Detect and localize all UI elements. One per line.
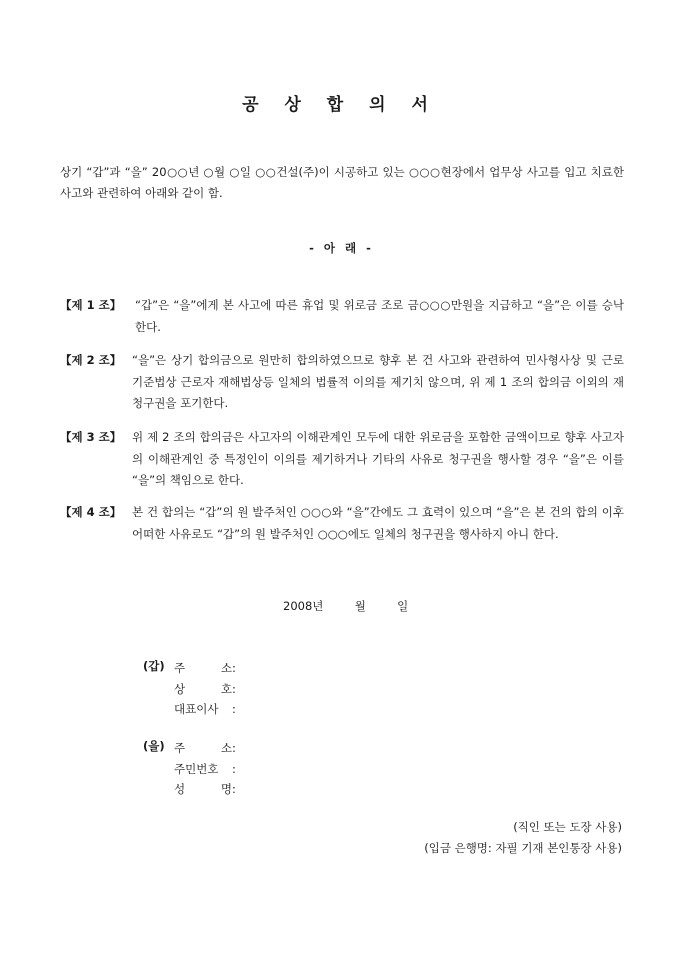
- date-line: [283, 598, 408, 614]
- field-label-company: 상 호: [174, 681, 232, 696]
- date-year: 2008년: [283, 599, 324, 613]
- field-colon: :: [232, 761, 236, 776]
- clause-label: 【제 3 조】: [60, 430, 122, 444]
- clause-text: 위 제 2 조의 합의금은 사고자의 이해관계인 모두에 대한 위로금을 포함한 금액이므로 향후 사고자의 이해관계인 중 특정인이 이의를 제기하거나 기타의 사유로 청구권을 행사할 경우 “을”은 이를 “을”의 책임으로 한다.: [132, 430, 624, 487]
- field-colon: :: [232, 681, 236, 696]
- clause-label: 【제 1 조】: [60, 298, 122, 312]
- field-label-ceo: 대표이사: [174, 702, 219, 716]
- seal-note: (직인 또는 도장 사용): [513, 820, 622, 834]
- field-label-address: 주 소: [174, 741, 232, 755]
- field-colon: :: [232, 661, 236, 675]
- field-colon: :: [232, 741, 236, 755]
- date-month: 월: [354, 599, 366, 613]
- party-b-label: (을): [143, 739, 165, 753]
- clause-text: “을”은 상기 합의금으로 원만히 합의하였으므로 향후 본 건 사고와 관련하여 민사형사상 및 근로 기준법상 근로자 재해법상등 일체의 법률적 이의를 제기치 않으며, 위 제 1 조의 합의금 이외의 재청구권을 포기한다.: [132, 353, 624, 410]
- party-a-label: (갑): [143, 659, 165, 673]
- field-label-resident-number: 주민번호: [174, 761, 219, 776]
- field-label-name: 성 명: [174, 782, 232, 796]
- field-colon: :: [232, 782, 236, 796]
- clause-1: [60, 295, 624, 338]
- clause-3: [60, 427, 624, 492]
- clause-label: 【제 4 조】: [60, 505, 122, 519]
- clause-4: [60, 502, 624, 545]
- clause-text: “갑”은 “을”에게 본 사고에 따른 휴업 및 위로금 조로 금○○○만원을 지급하고 “을”은 이를 승낙한다.: [135, 298, 624, 334]
- field-label-address: 주 소: [174, 661, 232, 675]
- section-heading: - 아 래 -: [309, 241, 371, 255]
- field-colon: :: [232, 702, 236, 716]
- bank-note: (입금 은행명: 자필 기재 본인통장 사용): [424, 841, 622, 855]
- clause-label: 【제 2 조】: [60, 353, 122, 367]
- intro-paragraph: 상기 “갑”과 “을” 20○○년 ○월 ○일 ○○건설(주)이 시공하고 있는 ○○○현장에서 업무상 사고를 입고 치료한 사고와 관련하여 아래와 같이 함.: [60, 165, 624, 200]
- clause-text: 본 건 합의는 “갑”의 원 발주처인 ○○○와 “을”간에도 그 효력이 있으며 “을”은 본 건의 합의 이후 어떠한 사유로도 “갑”의 원 발주처인 ○○○에도 일체의 청구권을 행사하지 아니 한다.: [132, 505, 624, 541]
- document-title: 공 상 합 의 서: [242, 95, 438, 115]
- clause-2: [60, 350, 624, 415]
- date-day: 일: [397, 599, 409, 613]
